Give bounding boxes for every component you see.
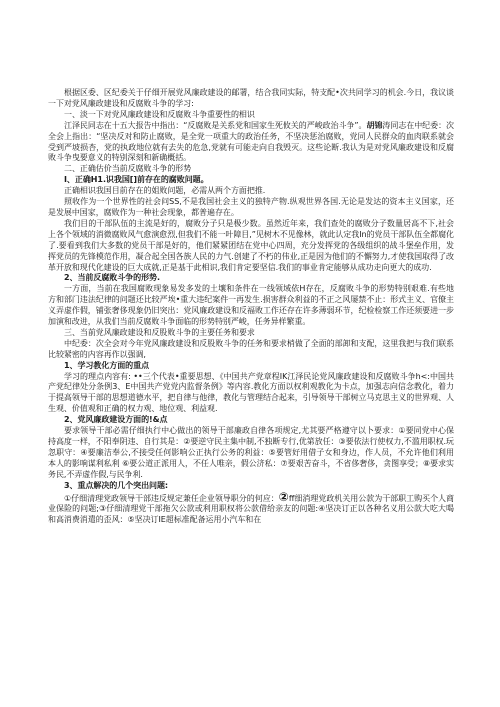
paragraph-3-intro: 中纪委：次全会对今年党风廉政建设和反股败斗争的任务和要求梢做了全面的部卸和支配，这里我把与我们联系比较紧密的内容再作以强调, [48,338,454,359]
section-1-paragraph [48,121,454,165]
subsection-3-3-heading: 3、重点解决的几个突出问题: [64,480,169,490]
item-2-marker: ② [278,489,289,504]
paragraph-2-1-intro: 正确相识我国目前存在的姐败问题，必需从两个方面把推. [64,186,266,196]
item-1-text: ①仔细清理党政领导干部违反规定兼任企业领导职分的何应： [64,493,279,503]
subsection-3-1-heading: 1、学习教化方面的重点 [64,360,150,370]
quote-hu: 涛同志在中纪委：次全会上指出：“坚决反对和防止腐败，是全党一项重大的政治任务，不坚决惩治腐败，党同人民群众的血肉联系就会受到严坡损杏，党的执政地位就有去失的危急,党就有可能走向自我毁灭。这些论断.我认为是对党风廉政建设和反腐败斗争曳要意义的特别深刻和新确概括。 [48,120,454,163]
paragraph-2-1-a: 照收作为一个世界性的社会问SS,不是我国社会主义的独特产物.纵观世界各国.无论是发达的资本主义国家，还是发展中国家，腐败作为一种社会现象，都普遍存在。 [48,197,454,217]
paragraph-3-2: 要求领导干部必需仔细执行中心做出的领导干部廉政自律各项规定,尤其要严格遵守以卜要求：①要同党中心保持高度一样，不阳奉阴违、自行其是：②要逆守民主集中制,不独断专行,优第放任：③要依法行使权力,不滥用职权.玩忽职守：④要廉洁奉公,不接受任何影响公正执行公务的利益：⑤要管好用借子女和身边，作人员，不允许他们利用本人的影响谋利私利 ⑥要公道正派用人，不任人唯亲，假公济私：⑦要艰苦奋斗，不省侈奢侈，贪图享受；⑧要求实务民,不弄虚作假,与民争利. [48,426,454,479]
quote-jiang: 江泽民同志在十五大报告中指出：“反腐败是关系党和国家生死攸关的严峻政治斗争”。 [64,120,367,130]
intro-paragraph: 根据区委、区纪委关于仔细开展党风廉政建设的邮署，结合我同实际，特支配•次共同学习的机会.今日，我议谈一下对党风廉政建设和反腐败斗争的学习: [48,88,454,108]
subsection-2-1-heading: I、正确H1.识我国[]前存在的腐败问题。 [64,175,209,185]
name-fragment: 胡锦 [366,120,383,130]
paragraph-2-2: 一方面，当前在我国腐败现象易发多发的土壤和条件在一线领域依H存在，反腐败斗争的形势特别艰难.有些地方和部门违法纪律的问题还比较严埃•重大违纪案件一再发生.损害群众利益的不正之风屡禁不止：形式主义、官僚主义弄虚作假，铺张奢侈现象仍旧突出：党风廉政建设和反福败工作还存在许多薄弱环节，纪检检察工作还须要进一步加演和改进，从我们当前反腐败斗争面临的形势特别严峻，任务异样繁重。 [48,284,454,327]
paragraph-3-1: 学习的理点内容有: ••三个代表•重要思想、《中国共产党章程IK江泽民论党风廉政建设和反腐败斗争h<:中国共产党纪律处分条例3、E中国共产党党内监督条例》等内容.教化方面以权利观教化为卡点，加强志向信念教化，着力于提高领导干部的思想道德水平，把自律与他律，教化与管理结合起来，引导领导干部树立马克思主义的世界观、人生观、价值观和正确的权力观、地位观、利益观. [48,371,454,414]
subsection-3-2-heading: 2、党风廉政建设方面的!&点 [64,415,168,425]
section-2-heading: 二、正确估价当前反腐败斗争的形势 [64,164,192,174]
section-1-heading: 一、淡一下对党风廉政建设和反腐败斗争重要性的相识 [64,109,255,119]
item-2-text: ff细消理党政机关用公款为干部职工购买个人商业保险的问题;③仔细清理党干部拖欠公款或利用职权将公款借给亲友的问题:④坚决订正以各种名义用公款大吃大喝和高消费消遣的歪风：⑤坚决订IE超标准配备运用小汽车和在 [48,493,454,525]
paragraph-3-3 [48,489,454,527]
subsection-2-2-heading: 2、当前反腐败斗争的形势. [64,273,160,283]
paragraph-2-1-b: 我们目的干部队伍的主流是好的，腐败分子只是极少数。虽然近年来，我们查处的腐败分子数量居高不下,社会上各个领域的消微腐败风气愈演愈烈,但我们不能一叶障目,”见树木不见像林，就此认定我In的党员干部队伍全都腐化了.要看到我们大多数的党员干部是好的，他们紧紧团结在党中心四周，充分发挥党的各级组织的战斗堡垒作用，发挥党员的先锋模范作用，凝合起全国各族人民的力气.创建了不朽的伟业,正是因为他们的不懈努力,才使我国取得了改革开放和现代化建设的巨大成就,正是基于此相识,我们肯定要坚信.我们的事业肯定能够从成功走向更大的成功. [48,218,454,272]
section-3-heading: 三、当前党风廉政建设和反股败斗争的主要任务和要求 [64,327,255,337]
